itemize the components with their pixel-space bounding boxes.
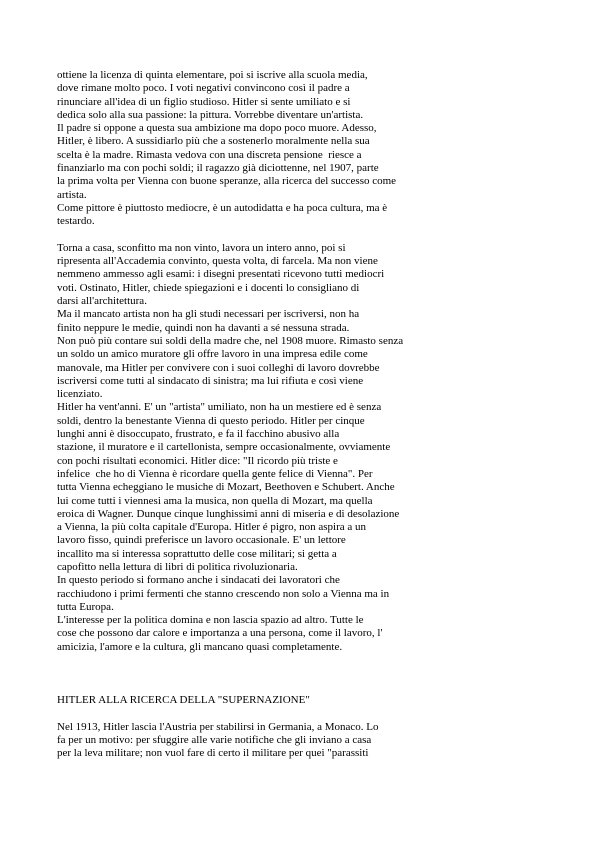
text-line: capofitto nella lettura di libri di politica rivoluzionaria. <box>57 560 298 573</box>
section-heading: HITLER ALLA RICERCA DELLA "SUPERNAZIONE" <box>57 693 310 706</box>
text-line: ottiene la licenza di quinta elementare, poi si iscrive alla scuola media, <box>57 69 368 81</box>
text-line: dove rimane molto poco. I voti negativi convincono così il padre a <box>57 82 350 95</box>
text-line: nemmeno ammesso agli esami: i disegni presentati ricevono tutti mediocri <box>57 268 385 281</box>
text-line: testardo. <box>57 215 95 228</box>
text-line: dedica solo alla sua passione: la pittura. Vorrebbe diventare un'artista. <box>57 108 364 121</box>
text-line: infelice che ho di Vienna è ricordare quella gente felice di Vienna". Per <box>57 467 373 480</box>
text-line: Non può più contare sui soldi della madre che, nel 1908 muore. Rimasto senza <box>57 334 404 347</box>
paragraph-spacer <box>57 229 557 242</box>
paragraph-spacer <box>57 707 557 720</box>
text-line: In questo periodo si formano anche i sindacati dei lavoratori che <box>57 574 340 587</box>
text-line: scelta è la madre. Rimasta vedova con una discreta pensione riesce a <box>57 148 362 161</box>
text-line: stazione, il muratore e il cartellonista, sempre occasionalmente, ovviamente <box>57 441 391 454</box>
text-line: Ma il mancato artista non ha gli studi necessari per iscriversi, non ha <box>57 308 360 321</box>
text-line: Hitler, è libero. A sussidiarlo più che a sostenerlo moralmente nella sua <box>57 135 370 148</box>
text-line: darsi all'architettura. <box>57 295 147 308</box>
text-line: lui come tutti i viennesi ama la musica, non quella di Mozart, ma quella <box>57 494 373 507</box>
text-line: L'interesse per la politica domina e non lascia spazio ad altro. Tutte le <box>57 614 364 627</box>
text-line: per la leva militare; non vuol fare di certo il militare per quei "parassiti <box>57 747 369 760</box>
text-line: un soldo un amico muratore gli offre lavoro in una impresa edile come <box>57 348 368 361</box>
text-line: tutta Vienna echeggiano le musiche di Mozart, Beethoven e Schubert. Anche <box>57 481 395 494</box>
paragraph-2 <box>57 242 557 654</box>
text-line: finanziarlo ma con pochi soldi; il ragazzo già diciottenne, nel 1907, parte <box>57 162 379 175</box>
paragraph-1 <box>57 69 557 229</box>
text-line: Nel 1913, Hitler lascia l'Austria per stabilirsi in Germania, a Monaco. Lo <box>57 720 379 733</box>
text-line: Torna a casa, sconfitto ma non vinto, lavora un intero anno, poi si <box>57 241 346 254</box>
text-line: iscriversi come tutti al sindacato di sinistra; ma lui rifiuta e così viene <box>57 374 364 387</box>
document-body <box>57 69 557 760</box>
text-line: cose che possono dar calore e importanza a una persona, come il lavoro, l' <box>57 627 383 640</box>
paragraph-spacer <box>57 667 557 680</box>
text-line: racchiudono i primi fermenti che stanno crescendo non solo a Vienna ma in <box>57 587 390 600</box>
text-line: Hitler ha vent'anni. E' un "artista" umiliato, non ha un mestiere ed è senza <box>57 401 382 414</box>
text-line: incallito ma si interessa soprattutto delle cose militari; si getta a <box>57 547 337 560</box>
paragraph-spacer <box>57 681 557 694</box>
text-line: manovale, ma Hitler per convivere con i suoi colleghi di lavoro dovrebbe <box>57 361 380 374</box>
text-line: artista. <box>57 188 87 201</box>
text-line: con pochi risultati economici. Hitler dice: "Il ricordo più triste e <box>57 454 338 467</box>
text-line: voti. Ostinato, Hitler, chiede spiegazioni e i docenti lo consigliano di <box>57 281 360 294</box>
text-line: licenziato. <box>57 388 103 401</box>
text-line: lavoro fisso, quindi preferisce un lavoro occasionale. E' un lettore <box>57 534 346 547</box>
text-line: ripresenta all'Accademia convinto, questa volta, di farcela. Ma non viene <box>57 255 378 268</box>
text-line: amicizia, l'amore e la cultura, gli mancano quasi completamente. <box>57 640 343 653</box>
text-line: fa per un motivo: per sfuggire alle varie notifiche che gli inviano a casa <box>57 733 372 746</box>
paragraph-spacer <box>57 654 557 667</box>
paragraph-3 <box>57 721 557 761</box>
text-line: lunghi anni è disoccupato, frustrato, e fa il facchino abusivo alla <box>57 428 340 441</box>
text-line: soldi, dentro la benestante Vienna di questo periodo. Hitler per cinque <box>57 414 365 427</box>
text-line: Il padre si oppone a questa sua ambizione ma dopo poco muore. Adesso, <box>57 122 377 135</box>
text-line: finito neppure le medie, quindi non ha davanti a sé nessuna strada. <box>57 321 350 334</box>
text-line: tutta Europa. <box>57 600 114 613</box>
text-line: eroica di Wagner. Dunque cinque lunghissimi anni di miseria e di desolazione <box>57 507 400 520</box>
text-line: Come pittore è piuttosto mediocre, è un autodidatta e ha poca cultura, ma è <box>57 201 388 214</box>
text-line: la prima volta per Vienna con buone speranze, alla ricerca del successo come <box>57 175 397 188</box>
text-line: rinunciare all'idea di un figlio studioso. Hitler si sente umiliato e si <box>57 95 351 108</box>
text-line: a Vienna, la più colta capitale d'Europa. Hitler é pigro, non aspira a un <box>57 521 367 534</box>
